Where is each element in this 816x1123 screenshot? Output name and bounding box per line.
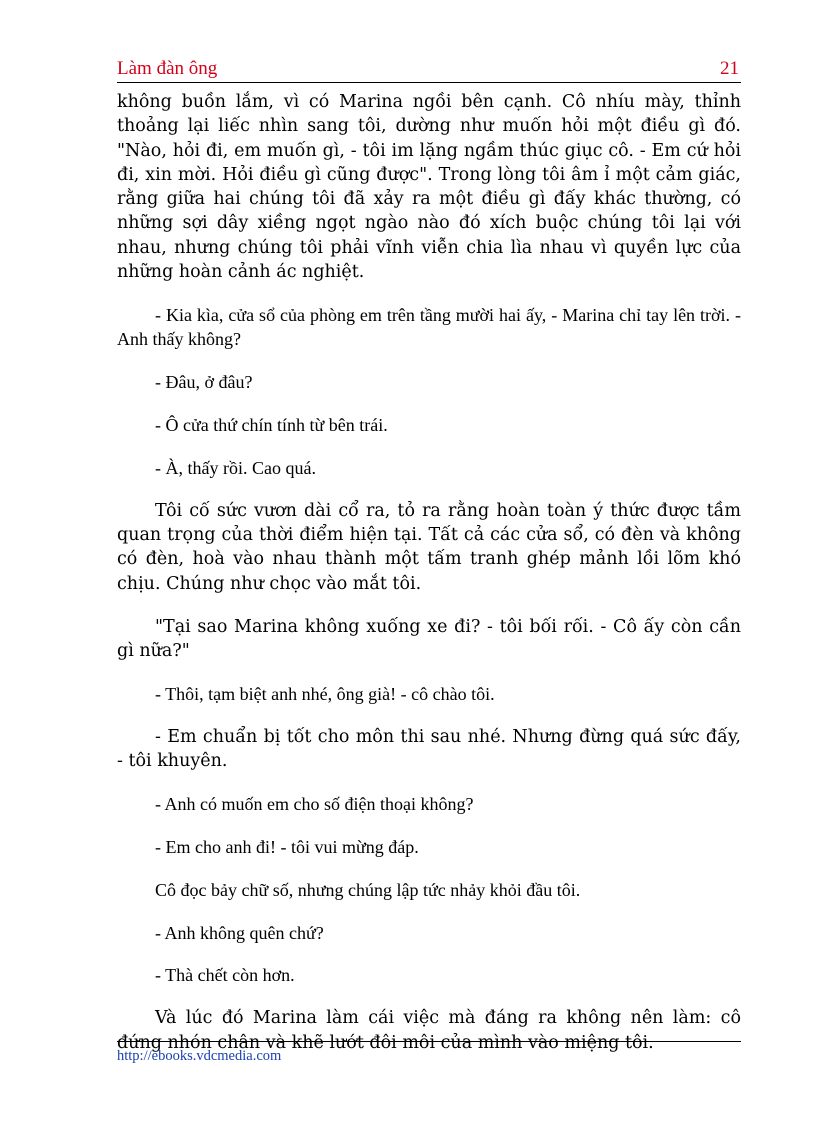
page-header (117, 56, 741, 83)
page-body (117, 90, 741, 1074)
paragraph: - À, thấy rồi. Cao quá. (155, 457, 316, 478)
paragraph: - Em cho anh đi! - tôi vui mừng đáp. (155, 836, 419, 857)
footer-url[interactable]: http://ebooks.vdcmedia.com (117, 1048, 282, 1064)
paragraph: - Anh có muốn em cho số điện thoại không? (155, 793, 474, 814)
paragraph: - Anh không quên chứ? (155, 922, 324, 943)
paragraph: Và lúc đó Marina làm cái việc mà đáng ra không nên làm: cô đứng nhón chân và khẽ lướt đôi môi của mình vào miệng tôi. (117, 1008, 741, 1053)
paragraph: - Kia kìa, cửa sổ của phòng em trên tầng mười hai ấy, - Marina chỉ tay lên trời. - Anh thấy không? (117, 304, 741, 350)
paragraph: không buồn lắm, vì có Marina ngồi bên cạnh. Cô nhíu mày, thỉnh thoảng lại liếc nhìn sang tôi, dường như muốn hỏi một điều gì đó. "Nào, hỏi đi, em muốn gì, - tôi im lặng ngầm thúc giục cô. - Em cứ hỏi đi, xin mời. Hỏi điều gì cũng được". Trong lòng tôi âm ỉ một cảm giác, rằng giữa hai chúng tôi đã xảy ra một điều gì đấy khác thường, có những sợi dây xiềng ngọt ngào nào đó xích buộc chúng tôi lại với nhau, nhưng chúng tôi phải vĩnh viễn chia lìa nhau vì quyền lực của những hoàn cảnh ác nghiệt. (117, 92, 741, 283)
paragraph: - Thà chết còn hơn. (155, 965, 295, 986)
paragraph: "Tại sao Marina không xuống xe đi? - tôi bối rối. - Cô ấy còn cần gì nữa?" (117, 616, 741, 661)
paragraph: - Ô cửa thứ chín tính từ bên trái. (155, 415, 388, 436)
paragraph: Cô đọc bảy chữ số, nhưng chúng lập tức nhảy khỏi đầu tôi. (155, 879, 581, 900)
footer-divider (117, 1041, 741, 1042)
book-title: Làm đàn ông (117, 58, 218, 79)
paragraph: - Thôi, tạm biệt anh nhé, ông già! - cô chào tôi. (155, 683, 495, 704)
paragraph: Tôi cố sức vươn dài cổ ra, tỏ ra rằng hoàn toàn ý thức được tầm quan trọng của thời điểm hiện tại. Tất cả các cửa sổ, có đèn và không có đèn, hoà vào nhau thành một tấm tranh ghép mảnh lồi lõm khó chịu. Chúng như chọc vào mắt tôi. (117, 500, 741, 594)
paragraph: - Em chuẩn bị tốt cho môn thi sau nhé. Nhưng đừng quá sức đấy, - tôi khuyên. (117, 726, 741, 771)
page-number: 21 (720, 58, 739, 79)
paragraph: - Đâu, ở đâu? (155, 372, 253, 393)
